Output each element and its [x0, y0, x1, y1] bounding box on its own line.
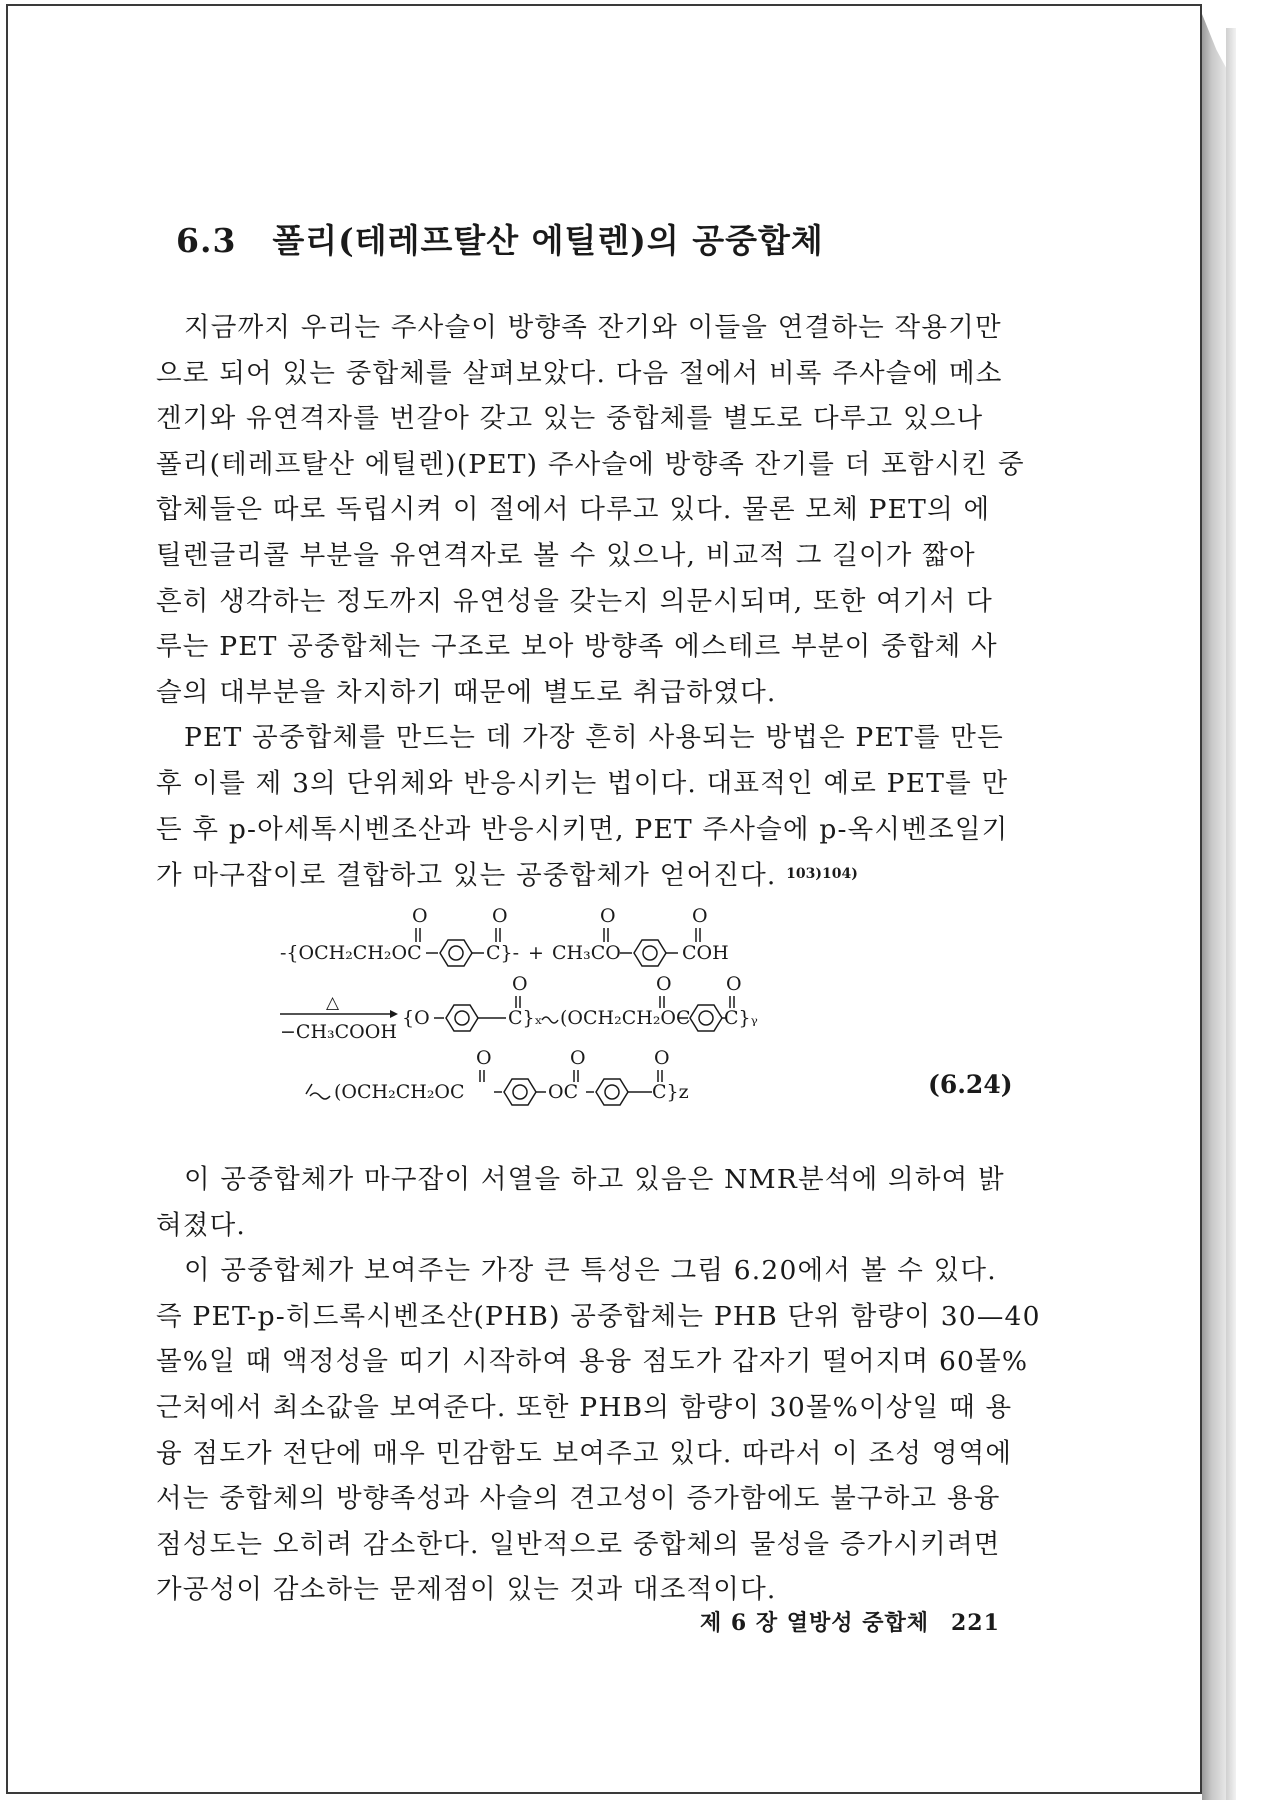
equation-row-product-1: [280, 973, 758, 1043]
text-line: 융 점도가 전단에 매우 민감함도 보여주고 있다. 따라서 이 조성 영역에: [156, 1437, 1013, 1469]
paragraph-1: [156, 305, 1032, 715]
paragraph-2: [156, 715, 1032, 898]
text-line: 이 공중합체가 마구잡이 서열을 하고 있음은 NMR분석에 의하여 밝: [184, 1164, 1005, 1195]
carbonyl-o: O: [476, 1047, 492, 1069]
wavy-bond: [306, 1084, 330, 1099]
text-line: 서는 중합체의 방향족성과 사슬의 견고성이 증가함에도 불구하고 용융: [156, 1483, 1001, 1515]
carbonyl-o: O: [492, 905, 508, 927]
product-ester-link: OC: [548, 1081, 579, 1103]
product-oxybenzoyl-start: {O: [402, 1007, 430, 1029]
benzene-ring: [504, 1079, 536, 1105]
text-line: PET 공중합체를 만드는 데 가장 흔히 사용되는 방법은 PET를 만든: [184, 722, 1004, 754]
section-number: 6.3: [176, 221, 237, 260]
benzene-ring: [596, 1079, 628, 1105]
paragraph-4: [156, 1248, 1041, 1613]
text-line-content: 가 마구잡이로 결합하고 있는 공중합체가 얻어진다.: [156, 860, 777, 892]
text-line: 지금까지 우리는 주사슬이 방향족 잔기와 이들을 연결하는 작용기만: [184, 312, 1002, 343]
text-line: 근처에서 최소값을 보여준다. 또한 PHB의 함량이 30몰%이상일 때 용: [156, 1391, 1013, 1423]
text-line: 루는 PET 공중합체는 구조로 보아 방향족 에스테르 부분이 중합체 사: [156, 631, 998, 663]
chemical-equation: [280, 900, 1020, 1125]
reactant-acetoxybenzoic-acid: CH₃CO: [552, 942, 621, 964]
equation-row-product-2: [306, 1047, 689, 1105]
body-text-lower: [156, 1157, 1041, 1613]
paragraph-3: [156, 1157, 1032, 1248]
page-stack-edge: [1226, 28, 1236, 1800]
carbonyl-o: O: [692, 905, 708, 927]
carbonyl-o: O: [600, 905, 616, 927]
section-title-text: 폴리(테레프탈산 에틸렌)의 공중합체: [272, 221, 824, 260]
page-footer: [700, 1606, 1000, 1637]
text-line: 흔히 생각하는 정도까지 유연성을 갖는지 의문시되며, 또한 여기서 다: [156, 585, 993, 617]
wavy-bond: [542, 1017, 558, 1023]
product-pet-end: C}ᵧ: [724, 1007, 758, 1029]
body-text-upper: [156, 305, 1032, 899]
text-line: 겐기와 유연격자를 번갈아 갖고 있는 중합체를 별도로 다루고 있으나: [156, 403, 984, 435]
section-heading: [176, 215, 824, 262]
reference-citation: 103)104): [786, 866, 858, 883]
carbonyl-o: O: [412, 905, 428, 927]
benzene-ring-circle: [449, 946, 463, 960]
text-line: 이 공중합체가 보여주는 가장 큰 특성은 그림 6.20에서 볼 수 있다.: [184, 1255, 997, 1287]
text-line: 가공성이 감소하는 문제점이 있는 것과 대조적이다.: [156, 1574, 777, 1606]
benzene-ring: [634, 940, 666, 966]
carbonyl-o: O: [512, 973, 528, 995]
text-line: 점성도는 오히려 감소한다. 일반적으로 중합체의 물성을 증가시키려면: [156, 1528, 1001, 1560]
benzene-ring: [440, 940, 472, 966]
reaction-condition-heat: △: [326, 993, 340, 1013]
text-line: 슬의 대부분을 차지하기 때문에 별도로 취급하였다.: [156, 676, 777, 708]
carbonyl-o: O: [656, 973, 672, 995]
text-line: 으로 되어 있는 중합체를 살펴보았다. 다음 절에서 비록 주사슬에 메소: [156, 357, 1003, 389]
product-ethylene-terephthalate: (OCH₂CH₂OC: [560, 1007, 691, 1029]
reactant-pet-end: C}-: [486, 942, 520, 964]
benzene-ring: [446, 1005, 478, 1031]
product-ethylene-unit: (OCH₂CH₂OC: [334, 1081, 465, 1103]
carbonyl-o: O: [570, 1047, 586, 1069]
benzene-ring: [690, 1005, 722, 1031]
text-line: 혀졌다.: [156, 1209, 247, 1241]
text-line: 몰%일 때 액정성을 띠기 시작하여 용융 점도가 갑자기 떨어지며 60몰%: [156, 1346, 1029, 1378]
text-line: 즉 PET-p-히드록시벤조산(PHB) 공중합체는 PHB 단위 함량이 30—40: [156, 1300, 1041, 1332]
plus-sign: +: [528, 942, 544, 964]
text-line: 든 후 p-아세톡시벤조산과 반응시키면, PET 주사슬에 p-옥시벤조일기: [156, 813, 1009, 845]
carbonyl-o: O: [654, 1047, 670, 1069]
carbonyl-o: O: [726, 973, 742, 995]
text-line: 후 이를 제 3의 단위체와 반응시키는 법이다. 대표적인 예로 PET를 만: [156, 767, 1009, 799]
chapter-title: 제 6 장 열방성 중합체: [700, 1610, 929, 1636]
equation-row-reactants: [280, 905, 729, 966]
equation-number: (6.24): [928, 1070, 1013, 1099]
text-line: 합체들은 따로 독립시켜 이 절에서 다루고 있다. 물론 모체 PET의 에: [156, 494, 991, 526]
reaction-byproduct: −CH₃COOH: [280, 1021, 397, 1043]
page-curl-shadow: [1202, 14, 1226, 1800]
reactant-pet-fragment: -{OCH₂CH₂OC: [280, 942, 422, 964]
page-number: 221: [950, 1610, 1000, 1636]
text-line: 틸렌글리콜 부분을 유연격자로 볼 수 있으나, 비교적 그 길이가 짧아: [156, 539, 976, 571]
product-oxybenzoyl-end: C}ₓ: [508, 1007, 543, 1029]
product-oxybenzoyl-end: C}z: [652, 1081, 689, 1103]
text-line: [156, 852, 1032, 899]
benzene-ring-circle: [643, 946, 657, 960]
reaction-arrowhead: [390, 1010, 398, 1018]
reactant-carboxyl: COH: [682, 942, 729, 964]
text-line: 폴리(테레프탈산 에틸렌)(PET) 주사슬에 방향족 잔기를 더 포함시킨 중: [156, 448, 1025, 480]
